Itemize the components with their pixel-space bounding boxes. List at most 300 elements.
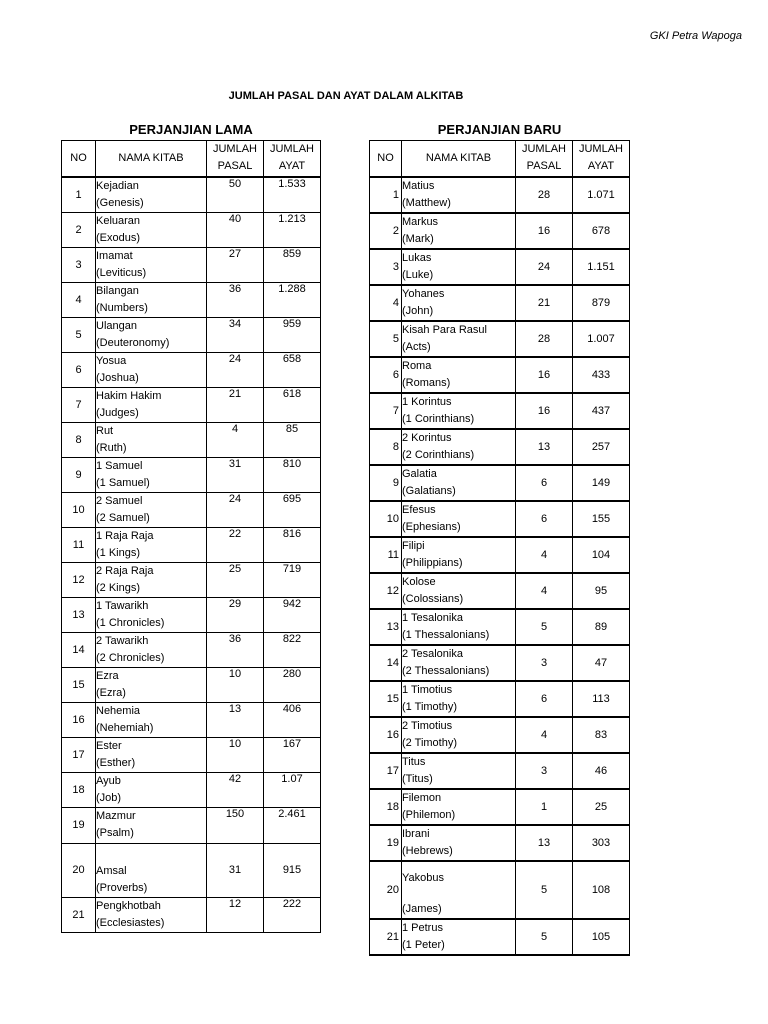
verse-count: 879 xyxy=(573,285,630,321)
verse-count: 113 xyxy=(573,681,630,717)
table-row xyxy=(62,632,321,667)
book-name-english: (1 Samuel) xyxy=(96,476,150,489)
book-name: Pengkhotbah xyxy=(96,899,161,912)
chapter-count: 10 xyxy=(207,667,264,702)
book-name-cell xyxy=(402,861,516,919)
chapter-count: 36 xyxy=(207,282,264,317)
chapter-count: 24 xyxy=(516,249,573,285)
book-number: 17 xyxy=(370,753,402,789)
book-name-english: (Hebrews) xyxy=(402,844,453,857)
book-name: Bilangan xyxy=(96,284,139,297)
chapter-count: 13 xyxy=(516,825,573,861)
book-name-english: (Joshua) xyxy=(96,371,139,384)
chapter-count: 22 xyxy=(207,527,264,562)
book-name: 2 Tawarikh xyxy=(96,634,149,647)
book-number: 19 xyxy=(370,825,402,861)
chapter-count: 21 xyxy=(207,387,264,422)
book-number: 7 xyxy=(370,393,402,429)
header-nama-kitab: NAMA KITAB xyxy=(96,141,207,177)
book-name: Kejadian xyxy=(96,179,139,192)
book-name: Amsal xyxy=(96,864,127,877)
verse-count: 437 xyxy=(573,393,630,429)
book-name-cell xyxy=(402,753,516,789)
book-name-cell xyxy=(96,387,207,422)
new-testament-table xyxy=(369,140,630,956)
book-number: 18 xyxy=(62,772,96,807)
verse-count: 915 xyxy=(264,843,321,897)
book-name: Markus xyxy=(402,215,439,228)
chapter-count: 24 xyxy=(207,352,264,387)
book-name-english: (Leviticus) xyxy=(96,266,147,279)
chapter-count: 13 xyxy=(207,702,264,737)
book-name-english: (Ruth) xyxy=(96,441,127,454)
chapter-count: 6 xyxy=(516,681,573,717)
table-row xyxy=(62,422,321,457)
book-name-english: (2 Corinthians) xyxy=(402,448,475,461)
chapter-count: 31 xyxy=(207,457,264,492)
book-name-cell xyxy=(402,321,516,357)
chapter-count: 4 xyxy=(516,537,573,573)
table-row xyxy=(62,597,321,632)
book-name-cell xyxy=(402,919,516,955)
chapter-count: 21 xyxy=(516,285,573,321)
book-name: Yosua xyxy=(96,354,127,367)
chapter-count: 4 xyxy=(207,422,264,457)
book-name-cell xyxy=(402,249,516,285)
book-name: Titus xyxy=(402,755,426,768)
verse-count: 433 xyxy=(573,357,630,393)
chapter-count: 6 xyxy=(516,465,573,501)
book-name-cell xyxy=(96,772,207,807)
book-name-cell xyxy=(96,632,207,667)
book-name: Lukas xyxy=(402,251,432,264)
book-name-cell xyxy=(96,212,207,247)
book-name-english: (Titus) xyxy=(402,772,433,785)
book-number: 6 xyxy=(62,352,96,387)
book-number: 12 xyxy=(370,573,402,609)
header-jumlah-pasal xyxy=(207,141,264,177)
book-number: 7 xyxy=(62,387,96,422)
book-name-english: (Ephesians) xyxy=(402,520,461,533)
book-number: 5 xyxy=(62,317,96,352)
book-number: 11 xyxy=(62,527,96,562)
table-row xyxy=(62,897,321,932)
table-row xyxy=(62,492,321,527)
book-name-english: (Colossians) xyxy=(402,592,464,605)
chapter-count: 16 xyxy=(516,357,573,393)
chapter-count: 16 xyxy=(516,213,573,249)
book-name-english: (Exodus) xyxy=(96,231,141,244)
verse-count: 859 xyxy=(264,247,321,282)
book-number: 8 xyxy=(370,429,402,465)
verse-count: 1.288 xyxy=(264,282,321,317)
book-name-english: (Acts) xyxy=(402,340,431,353)
verse-count: 1.007 xyxy=(573,321,630,357)
book-name-cell xyxy=(402,429,516,465)
book-number: 15 xyxy=(62,667,96,702)
verse-count: 47 xyxy=(573,645,630,681)
table-row xyxy=(370,681,630,717)
book-name-english: (1 Timothy) xyxy=(402,700,458,713)
old-testament-table xyxy=(61,140,321,933)
book-name-english: (Numbers) xyxy=(96,301,148,314)
book-name-english: (John) xyxy=(402,304,434,317)
verse-count: 658 xyxy=(264,352,321,387)
book-name: 2 Korintus xyxy=(402,431,452,444)
book-number: 18 xyxy=(370,789,402,825)
table-header-row xyxy=(62,141,321,177)
header-jumlah-ayat xyxy=(573,141,630,177)
book-name-english: (2 Chronicles) xyxy=(96,651,165,664)
book-name-english: (1 Kings) xyxy=(96,546,141,559)
book-name-cell xyxy=(96,282,207,317)
book-number: 16 xyxy=(62,702,96,737)
table-row xyxy=(370,919,630,955)
book-name-english: (2 Samuel) xyxy=(96,511,150,524)
book-number: 2 xyxy=(370,213,402,249)
table-row xyxy=(370,717,630,753)
verse-count: 108 xyxy=(573,861,630,919)
book-name-english: (Ezra) xyxy=(96,686,126,699)
book-name-cell xyxy=(96,492,207,527)
book-name-cell xyxy=(96,247,207,282)
book-name-english: (Psalm) xyxy=(96,826,134,839)
book-number: 12 xyxy=(62,562,96,597)
book-name-cell xyxy=(96,843,207,897)
header-jumlah-pasal-line2: PASAL xyxy=(526,160,562,173)
book-name: Matius xyxy=(402,179,435,192)
book-number: 2 xyxy=(62,212,96,247)
book-number: 15 xyxy=(370,681,402,717)
table-row xyxy=(62,282,321,317)
book-name-cell xyxy=(96,422,207,457)
chapter-count: 12 xyxy=(207,897,264,932)
book-number: 20 xyxy=(370,861,402,919)
book-name-english: (1 Corinthians) xyxy=(402,412,475,425)
verse-count: 1.213 xyxy=(264,212,321,247)
verse-count: 719 xyxy=(264,562,321,597)
book-name: 2 Tesalonika xyxy=(402,647,463,660)
book-name-english: (Genesis) xyxy=(96,196,144,209)
book-name-cell xyxy=(96,702,207,737)
table-row xyxy=(62,212,321,247)
book-name-english: (James) xyxy=(402,902,442,915)
book-name-cell xyxy=(402,645,516,681)
book-name: Yohanes xyxy=(402,287,445,300)
header-no: NO xyxy=(370,141,402,177)
table-row xyxy=(370,393,630,429)
chapter-count: 3 xyxy=(516,645,573,681)
chapter-count: 1 xyxy=(516,789,573,825)
verse-count: 105 xyxy=(573,919,630,955)
book-number: 21 xyxy=(62,897,96,932)
book-name: 2 Raja Raja xyxy=(96,564,154,577)
book-name: 1 Raja Raja xyxy=(96,529,154,542)
chapter-count: 5 xyxy=(516,919,573,955)
table-row xyxy=(62,667,321,702)
book-name-english: (1 Thessalonians) xyxy=(402,628,490,641)
table-row xyxy=(62,772,321,807)
verse-count: 695 xyxy=(264,492,321,527)
book-name: 2 Timotius xyxy=(402,719,453,732)
table-row xyxy=(62,807,321,843)
book-name-cell xyxy=(402,609,516,645)
book-number: 9 xyxy=(62,457,96,492)
chapter-count: 10 xyxy=(207,737,264,772)
book-name-cell xyxy=(402,573,516,609)
book-name: Kolose xyxy=(402,575,436,588)
table-row xyxy=(62,317,321,352)
table-row xyxy=(370,609,630,645)
book-name-cell xyxy=(402,357,516,393)
book-name-english: (Romans) xyxy=(402,376,451,389)
book-name-english: (2 Thessalonians) xyxy=(402,664,490,677)
verse-count: 149 xyxy=(573,465,630,501)
chapter-count: 25 xyxy=(207,562,264,597)
table-row xyxy=(370,537,630,573)
chapter-count: 4 xyxy=(516,717,573,753)
book-name: Filemon xyxy=(402,791,442,804)
book-name-cell xyxy=(402,537,516,573)
book-name-english: (2 Timothy) xyxy=(402,736,458,749)
verse-count: 155 xyxy=(573,501,630,537)
book-name-cell xyxy=(96,457,207,492)
book-name-cell xyxy=(96,667,207,702)
header-jumlah-pasal-line1: JUMLAH xyxy=(521,143,566,156)
verse-count: 257 xyxy=(573,429,630,465)
verse-count: 406 xyxy=(264,702,321,737)
verse-count: 95 xyxy=(573,573,630,609)
book-number: 1 xyxy=(62,177,96,213)
book-number: 21 xyxy=(370,919,402,955)
verse-count: 85 xyxy=(264,422,321,457)
chapter-count: 50 xyxy=(207,177,264,213)
book-name-cell xyxy=(402,501,516,537)
book-number: 10 xyxy=(62,492,96,527)
chapter-count: 42 xyxy=(207,772,264,807)
book-name-cell xyxy=(402,717,516,753)
book-name-english: (Philippians) xyxy=(402,556,463,569)
verse-count: 942 xyxy=(264,597,321,632)
verse-count: 816 xyxy=(264,527,321,562)
book-name: 1 Tawarikh xyxy=(96,599,149,612)
verse-count: 2.461 xyxy=(264,807,321,843)
old-testament-title: PERJANJIAN LAMA xyxy=(129,122,253,137)
table-row xyxy=(370,321,630,357)
verse-count: 222 xyxy=(264,897,321,932)
verse-count: 25 xyxy=(573,789,630,825)
book-name: Efesus xyxy=(402,503,436,516)
chapter-count: 24 xyxy=(207,492,264,527)
book-name: 2 Samuel xyxy=(96,494,143,507)
header-nama-kitab: NAMA KITAB xyxy=(402,141,516,177)
table-row xyxy=(370,573,630,609)
table-row xyxy=(370,645,630,681)
book-name: Nehemia xyxy=(96,704,141,717)
verse-count: 678 xyxy=(573,213,630,249)
book-name: Mazmur xyxy=(96,809,136,822)
book-name: Filipi xyxy=(402,539,425,552)
table-row xyxy=(62,457,321,492)
book-name-english: (Ecclesiastes) xyxy=(96,916,165,929)
table-row xyxy=(370,213,630,249)
header-jumlah-pasal-line2: PASAL xyxy=(217,160,253,173)
book-name-cell xyxy=(96,177,207,213)
book-number: 3 xyxy=(62,247,96,282)
chapter-count: 5 xyxy=(516,609,573,645)
book-name: Roma xyxy=(402,359,432,372)
book-number: 13 xyxy=(62,597,96,632)
book-number: 10 xyxy=(370,501,402,537)
header-jumlah-pasal xyxy=(516,141,573,177)
verse-count: 810 xyxy=(264,457,321,492)
book-name-cell xyxy=(96,527,207,562)
new-testament-title: PERJANJIAN BARU xyxy=(437,122,562,137)
header-jumlah-ayat-line1: JUMLAH xyxy=(578,143,623,156)
table-row xyxy=(370,501,630,537)
verse-count: 280 xyxy=(264,667,321,702)
book-name: Galatia xyxy=(402,467,437,480)
book-name: Yakobus xyxy=(402,871,444,884)
chapter-count: 28 xyxy=(516,321,573,357)
chapter-count: 6 xyxy=(516,501,573,537)
book-name-english: (Deuteronomy) xyxy=(96,336,170,349)
book-number: 16 xyxy=(370,717,402,753)
book-number: 4 xyxy=(62,282,96,317)
chapter-count: 150 xyxy=(207,807,264,843)
table-row xyxy=(62,527,321,562)
verse-count: 1.151 xyxy=(573,249,630,285)
chapter-count: 13 xyxy=(516,429,573,465)
book-number: 14 xyxy=(62,632,96,667)
book-name-english: (Nehemiah) xyxy=(96,721,154,734)
table-row xyxy=(62,387,321,422)
book-name: Ester xyxy=(96,739,122,752)
table-row xyxy=(62,352,321,387)
verse-count: 303 xyxy=(573,825,630,861)
book-name-english: (2 Kings) xyxy=(96,581,141,594)
book-name-english: (1 Peter) xyxy=(402,938,445,951)
book-name: Hakim Hakim xyxy=(96,389,162,402)
table-row xyxy=(62,177,321,213)
book-name: Keluaran xyxy=(96,214,141,227)
chapter-count: 16 xyxy=(516,393,573,429)
chapter-count: 29 xyxy=(207,597,264,632)
book-name: Ulangan xyxy=(96,319,137,332)
verse-count: 618 xyxy=(264,387,321,422)
book-name-english: (Judges) xyxy=(96,406,139,419)
book-number: 9 xyxy=(370,465,402,501)
header-note: GKI Petra Wapoga xyxy=(649,30,742,42)
book-name: 1 Samuel xyxy=(96,459,143,472)
table-row xyxy=(370,753,630,789)
table-row xyxy=(370,429,630,465)
book-number: 14 xyxy=(370,645,402,681)
book-name-english: (Luke) xyxy=(402,268,434,281)
book-name-cell xyxy=(96,897,207,932)
verse-count: 1.533 xyxy=(264,177,321,213)
book-number: 3 xyxy=(370,249,402,285)
header-jumlah-ayat-line2: AYAT xyxy=(278,160,306,173)
verse-count: 822 xyxy=(264,632,321,667)
book-name-english: (Matthew) xyxy=(402,196,451,209)
chapter-count: 3 xyxy=(516,753,573,789)
verse-count: 83 xyxy=(573,717,630,753)
book-name-cell xyxy=(402,177,516,213)
header-jumlah-ayat-line2: AYAT xyxy=(587,160,615,173)
book-name: Ayub xyxy=(96,774,121,787)
book-number: 13 xyxy=(370,609,402,645)
book-number: 1 xyxy=(370,177,402,213)
chapter-count: 31 xyxy=(207,843,264,897)
book-number: 11 xyxy=(370,537,402,573)
book-name-cell xyxy=(402,789,516,825)
book-name-cell xyxy=(402,213,516,249)
table-row xyxy=(370,861,630,919)
table-row xyxy=(370,177,630,213)
verse-count: 959 xyxy=(264,317,321,352)
verse-count: 167 xyxy=(264,737,321,772)
book-name-cell xyxy=(96,352,207,387)
book-name-cell xyxy=(96,737,207,772)
book-name-cell xyxy=(402,465,516,501)
table-row xyxy=(370,465,630,501)
verse-count: 1.07 xyxy=(264,772,321,807)
book-name-english: (Philemon) xyxy=(402,808,456,821)
table-row xyxy=(370,789,630,825)
verse-count: 46 xyxy=(573,753,630,789)
book-name: Ibrani xyxy=(402,827,430,840)
chapter-count: 27 xyxy=(207,247,264,282)
chapter-count: 40 xyxy=(207,212,264,247)
book-name-cell xyxy=(402,285,516,321)
book-name-cell xyxy=(96,317,207,352)
table-row xyxy=(370,357,630,393)
book-name-english: (Job) xyxy=(96,791,122,804)
book-name: 1 Petrus xyxy=(402,921,443,934)
book-name-cell xyxy=(402,393,516,429)
table-header-row xyxy=(370,141,630,177)
book-name-cell xyxy=(96,807,207,843)
book-name-english: (Esther) xyxy=(96,756,136,769)
verse-count: 1.071 xyxy=(573,177,630,213)
header-no: NO xyxy=(62,141,96,177)
chapter-count: 36 xyxy=(207,632,264,667)
header-jumlah-ayat xyxy=(264,141,321,177)
book-name-cell xyxy=(96,597,207,632)
table-row xyxy=(62,702,321,737)
chapter-count: 28 xyxy=(516,177,573,213)
verse-count: 104 xyxy=(573,537,630,573)
book-number: 20 xyxy=(62,843,96,897)
verse-count: 89 xyxy=(573,609,630,645)
book-name-english: (Proverbs) xyxy=(96,881,148,894)
table-row xyxy=(370,249,630,285)
book-name: Kisah Para Rasul xyxy=(402,323,487,336)
table-row xyxy=(370,285,630,321)
book-name: Rut xyxy=(96,424,114,437)
book-name: Ezra xyxy=(96,669,119,682)
book-name: 1 Tesalonika xyxy=(402,611,463,624)
book-number: 5 xyxy=(370,321,402,357)
table-row xyxy=(62,737,321,772)
book-number: 8 xyxy=(62,422,96,457)
document-title: JUMLAH PASAL DAN AYAT DALAM ALKITAB xyxy=(228,90,464,102)
book-name: Imamat xyxy=(96,249,133,262)
book-number: 4 xyxy=(370,285,402,321)
header-jumlah-ayat-line1: JUMLAH xyxy=(269,143,314,156)
book-name-english: (Mark) xyxy=(402,232,434,245)
